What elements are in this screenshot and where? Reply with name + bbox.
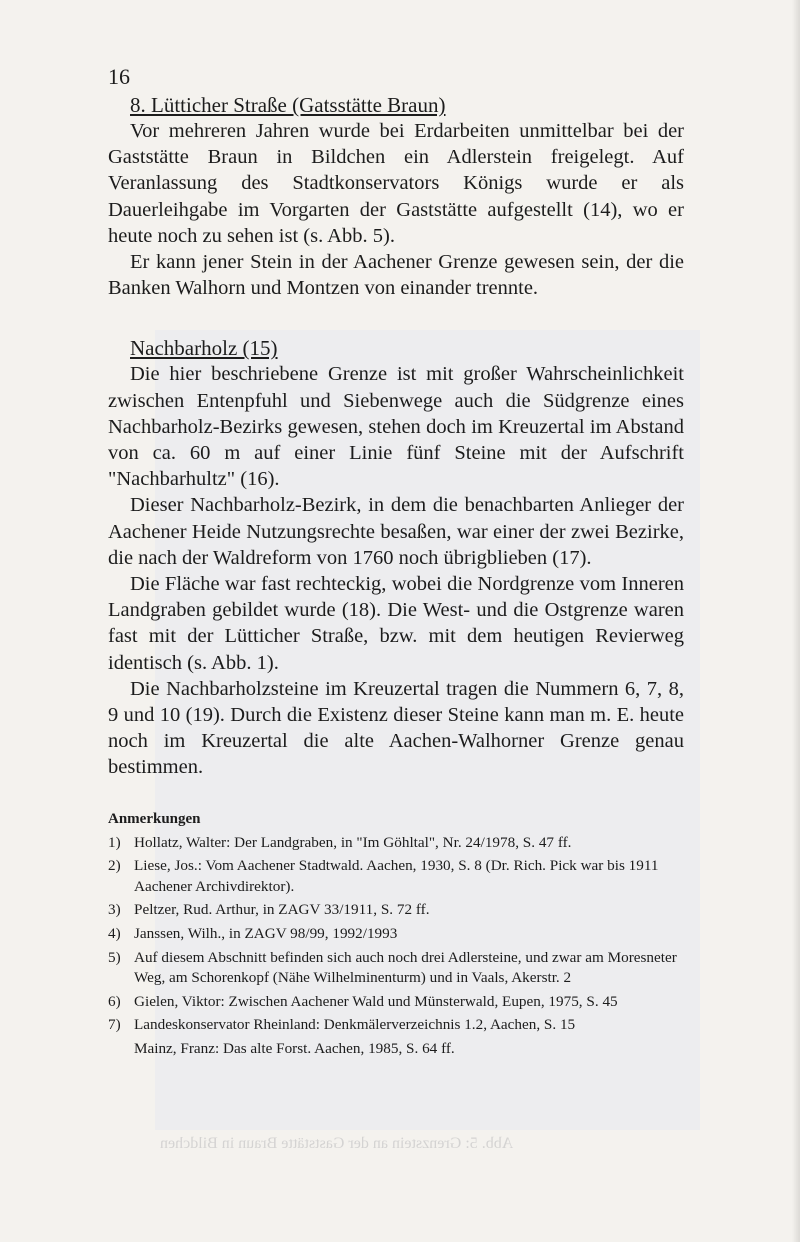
paragraph: Dieser Nachbarholz-Bezirk, in dem die benachbarten Anlieger der Aachener Heide Nutzungsrechte besaßen, war einer der zwei Bezirke, die nach der Waldreform von 1760 noch übrigblieben (17). [108, 494, 684, 569]
page-edge [792, 0, 800, 1242]
footnote [108, 856, 684, 897]
footnote [108, 1015, 684, 1036]
main-content [108, 92, 684, 1060]
footnote [108, 924, 684, 945]
footnote-number: 1) [108, 833, 121, 851]
footnote-number: 3) [108, 901, 121, 919]
page-number: 16 [108, 64, 130, 89]
paragraph: Die Fläche war fast rechteckig, wobei die Nordgrenze vom Inneren Landgraben gebildet wurde (18). Die West- und die Ostgrenze waren fast mit der Lütticher Straße, bzw. mit dem heutigen Revierweg identisch (s. Abb. 1). [108, 573, 684, 674]
footnote-text: Peltzer, Rud. Arthur, in ZAGV 33/1911, S. 72 ff. [134, 901, 430, 919]
paragraph: Die Nachbarholzsteine im Kreuzertal tragen die Nummern 6, 7, 8, 9 und 10 (19). Durch die Existenz dieser Steine kann man m. E. heute noch im Kreuzertal die alte Aachen-Walhorner Grenze genau bestimmen. [108, 677, 684, 779]
footnote-number: 7) [108, 1016, 121, 1034]
footnotes [108, 809, 684, 1060]
footnote-continuation: Mainz, Franz: Das alte Forst. Aachen, 1985, S. 64 ff. [134, 1040, 455, 1058]
paragraph: Die hier beschriebene Grenze ist mit großer Wahrscheinlichkeit zwischen Entenpfuhl und Siebenwege auch die Südgrenze eines Nachbarholz-Bezirks gewesen, stehen doch im Kreuzertal im Abstand von ca. 60 m auf einer Linie fünf Steine mit der Aufschrift "Nachbarhultz" (16). [108, 363, 684, 491]
footnote-text: Landeskonservator Rheinland: Denkmälerverzeichnis 1.2, Aachen, S. 15 [134, 1016, 576, 1034]
footnote [108, 948, 684, 989]
footnote-text: Auf diesem Abschnitt befinden sich auch noch drei Adlersteine, und zwar am Moresneter Weg, am Schorenkopf (Nähe Wilhelminenturm) und in Vaals, Akerstr. 2 [134, 948, 677, 987]
bleed-through-caption: Abb. 5: Grenzstein an der Gaststätte Braun in Bildchen [160, 1135, 514, 1152]
footnotes-title: Anmerkungen [108, 810, 201, 827]
section-heading-luetticher-strasse: 8. Lütticher Straße (Gatsstätte Braun) [130, 93, 446, 117]
section-heading-nachbarholz: Nachbarholz (15) [130, 336, 278, 361]
footnote-text: Hollatz, Walter: Der Landgraben, in "Im Göhltal", Nr. 24/1978, S. 47 ff. [134, 833, 572, 851]
footnote-text: Janssen, Wilh., in ZAGV 98/99, 1992/1993 [134, 925, 398, 943]
footnote-text: Liese, Jos.: Vom Aachener Stadtwald. Aachen, 1930, S. 8 (Dr. Rich. Pick war bis 1911 Aachener Archivdirektor). [134, 857, 659, 895]
footnote [108, 900, 684, 921]
footnote-number: 4) [108, 925, 121, 943]
footnote-number: 5) [108, 948, 121, 966]
footnote [108, 992, 684, 1013]
footnote-number: 2) [108, 857, 121, 875]
paragraph: Er kann jener Stein in der Aachener Grenze gewesen sein, der die Banken Walhorn und Montzen von einander trennte. [108, 251, 684, 300]
footnote [108, 833, 684, 854]
footnote-text: Gielen, Viktor: Zwischen Aachener Wald und Münsterwald, Eupen, 1975, S. 45 [134, 992, 618, 1010]
footnote-number: 6) [108, 992, 121, 1010]
paragraph: Vor mehreren Jahren wurde bei Erdarbeiten unmittelbar bei der Gaststätte Braun in Bildchen ein Adlerstein freigelegt. Auf Veranlassung des Stadtkonservators Königs wurde er als Dauerleihgabe im Vorgarten der Gaststätte aufgestellt (14), wo er heute noch zu sehen ist (s. Abb. 5). [108, 120, 684, 247]
